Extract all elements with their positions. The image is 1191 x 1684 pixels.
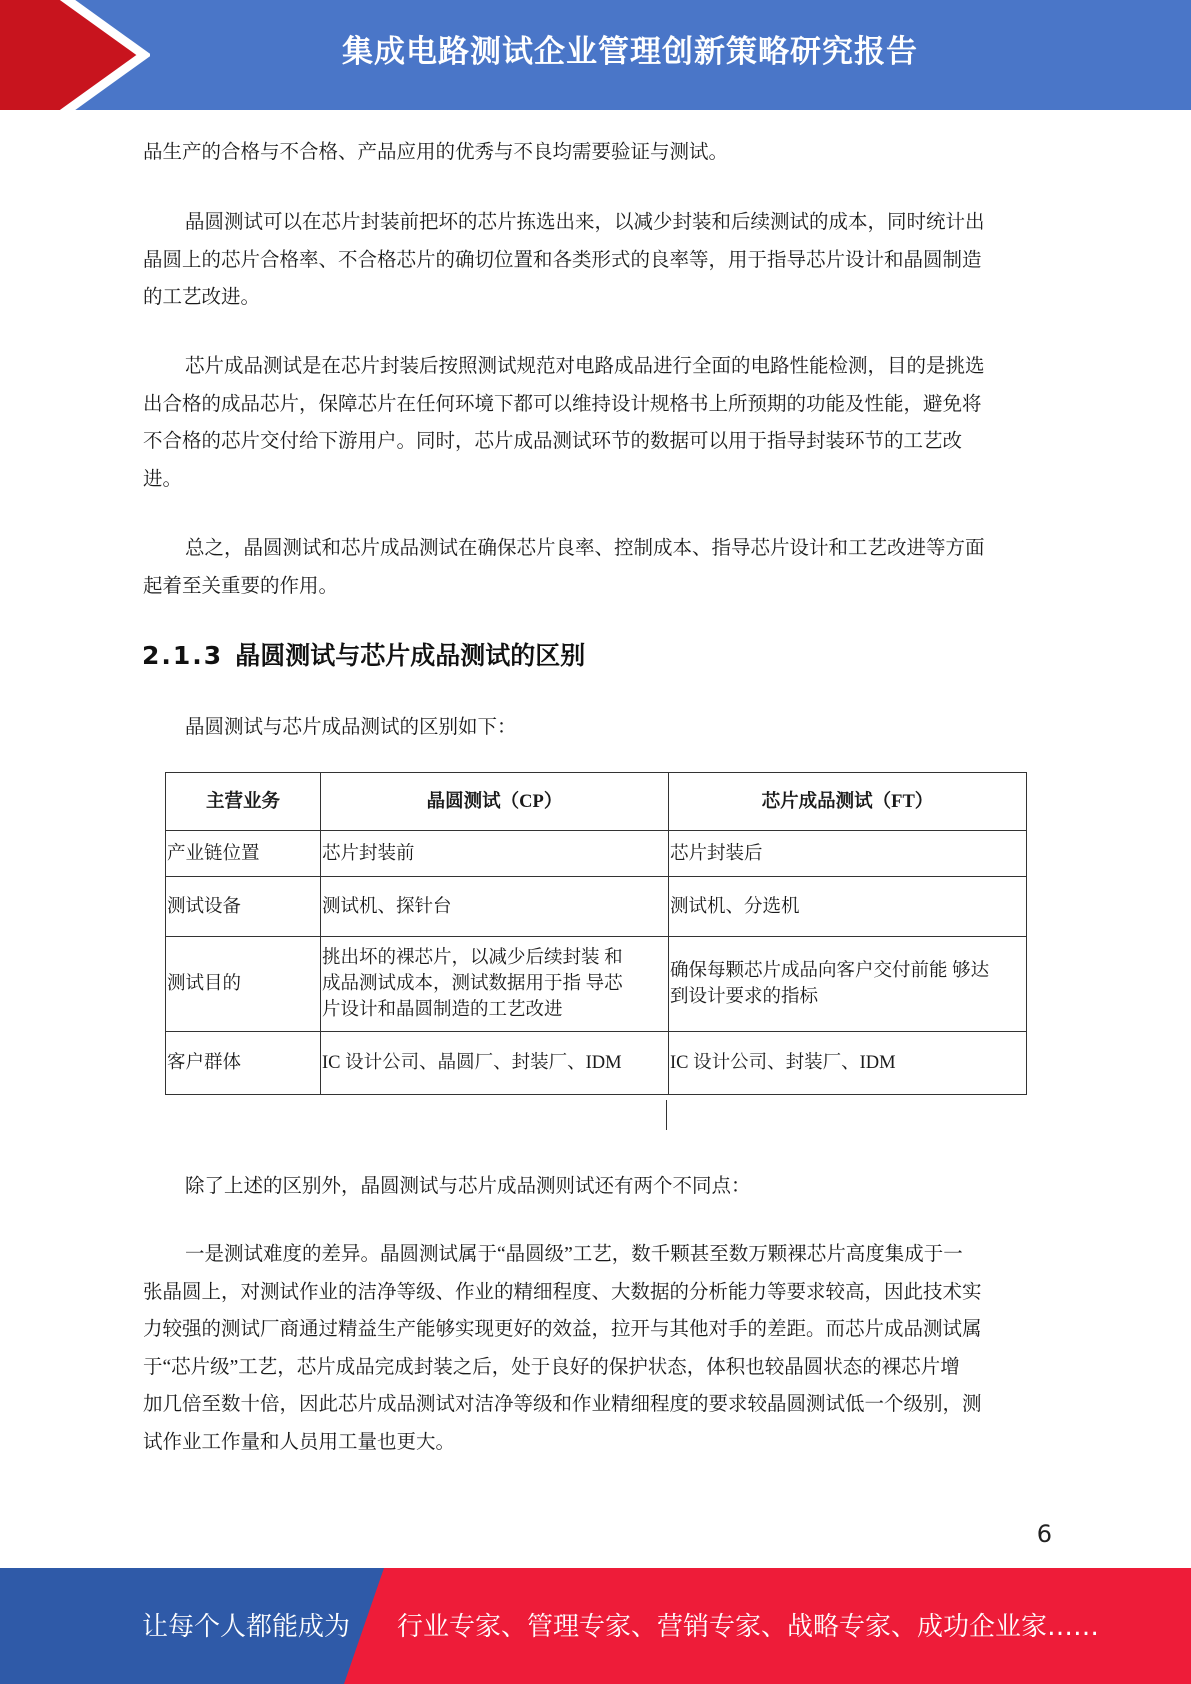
page-footer <box>0 1568 1191 1684</box>
comparison-table <box>165 772 1027 1095</box>
paragraph-line: 芯片成品测试是在芯片封装后按照测试规范对电路成品进行全面的电路性能检测，目的是挑选 <box>185 356 985 377</box>
page-header <box>0 0 1191 110</box>
paragraph-line: 出合格的成品芯片，保障芯片在任何环境下都可以维持设计规格书上所预期的功能及性能，避免将 <box>143 393 982 415</box>
cell-line: 成品测试成本，测试数据用于指 导芯 <box>322 974 623 994</box>
table-cell: 客户群体 <box>166 1032 321 1095</box>
table-intro <box>143 709 1048 747</box>
cell-line: 挑出坏的裸芯片，以减少后续封装 和 <box>322 948 623 968</box>
report-title: 集成电路测试企业管理创新策略研究报告 <box>342 34 918 70</box>
paragraph-line: 加几倍至数十倍，因此芯片成品测试对洁净等级和作业精细程度的要求较晶圆测试低一个级别，测 <box>143 1394 982 1415</box>
table-row <box>166 877 1027 937</box>
table-cell: IC 设计公司、晶圆厂、封装厂、IDM <box>321 1032 669 1095</box>
paragraph-line: 张晶圆上，对测试作业的洁净等级、作业的精细程度、大数据的分析能力等要求较高，因此技术实 <box>143 1281 982 1303</box>
table-cell: 测试目的 <box>166 937 321 1032</box>
table-cell: 测试机、分选机 <box>669 877 1027 937</box>
table-border-fragment <box>666 1100 667 1130</box>
table-cell <box>669 937 1027 1032</box>
paragraph-line: 试作业工作量和人员用工量也更大。 <box>143 1431 456 1453</box>
paragraph-6 <box>143 1236 1048 1461</box>
footer-slogan-right: 行业专家、管理专家、营销专家、战略专家、成功企业家…… <box>397 1612 1100 1642</box>
paragraph-line: 总之，晶圆测试和芯片成品测试在确保芯片良率、控制成本、指导芯片设计和工艺改进等方面 <box>185 538 985 559</box>
paragraph-line: 除了上述的区别外，晶圆测试与芯片成品测则试还有两个不同点： <box>185 1176 751 1197</box>
cell-line: 确保每颗芯片成品向客户交付前能 够达 <box>670 961 990 981</box>
paragraph-2 <box>143 204 1048 317</box>
table-cell: 产业链位置 <box>166 831 321 877</box>
paragraph-3 <box>143 348 1048 498</box>
footer-slogan-left: 让每个人都能成为 <box>142 1612 351 1642</box>
header-red-arrow-decoration <box>0 0 150 110</box>
paragraph-line: 起着至关重要的作用。 <box>143 575 339 597</box>
paragraph-4 <box>143 530 1048 605</box>
table-cell: 测试设备 <box>166 877 321 937</box>
table-row <box>166 1032 1027 1095</box>
paragraph-line: 于“芯片级”工艺，芯片成品完成封装之后，处于良好的保护状态，体积也较晶圆状态的裸芯片增 <box>143 1356 960 1378</box>
table-header-cell: 晶圆测试（CP） <box>321 773 669 831</box>
table-cell <box>321 937 669 1032</box>
table-cell: 测试机、探针台 <box>321 877 669 937</box>
paragraph-line: 一是测试难度的差异。晶圆测试属于“晶圆级”工艺，数千颗甚至数万颗裸芯片高度集成于一 <box>185 1244 963 1265</box>
section-heading <box>142 636 585 672</box>
cell-line: 片设计和晶圆制造的工艺改进 <box>322 1000 563 1020</box>
paragraph-line: 晶圆测试与芯片成品测试的区别如下： <box>185 717 517 738</box>
table-header-row <box>166 773 1027 831</box>
table-cell: 芯片封装前 <box>321 831 669 877</box>
paragraph-line: 不合格的芯片交付给下游用户。同时，芯片成品测试环节的数据可以用于指导封装环节的工艺改 <box>143 431 963 452</box>
paragraph-line: 晶圆上的芯片合格率、不合格芯片的确切位置和各类形式的良率等，用于指导芯片设计和晶圆制造 <box>143 249 982 271</box>
paragraph-line: 进。 <box>143 468 183 490</box>
paragraph-line: 的工艺改进。 <box>143 287 261 308</box>
paragraph-1 <box>143 134 1048 172</box>
page-number: 6 <box>1036 1520 1052 1548</box>
section-number: 2.1.3 <box>142 641 224 670</box>
paragraph-line: 晶圆测试可以在芯片封装前把坏的芯片拣选出来，以减少封装和后续测试的成本，同时统计出 <box>185 212 985 233</box>
table-header-cell: 主营业务 <box>166 773 321 831</box>
paragraph-5 <box>143 1168 1048 1206</box>
table-row <box>166 937 1027 1032</box>
table-header-cell: 芯片成品测试（FT） <box>669 773 1027 831</box>
cell-line: 到设计要求的指标 <box>670 987 819 1007</box>
paragraph-line: 品生产的合格与不合格、产品应用的优秀与不良均需要验证与测试。 <box>143 142 729 163</box>
table-cell: 芯片封装后 <box>669 831 1027 877</box>
section-title: 晶圆测试与芯片成品测试的区别 <box>235 641 586 670</box>
table-cell: IC 设计公司、封装厂、IDM <box>669 1032 1027 1095</box>
table-row <box>166 831 1027 877</box>
paragraph-line: 力较强的测试厂商通过精益生产能够实现更好的效益，拉开与其他对手的差距。而芯片成品测试属 <box>143 1319 982 1340</box>
